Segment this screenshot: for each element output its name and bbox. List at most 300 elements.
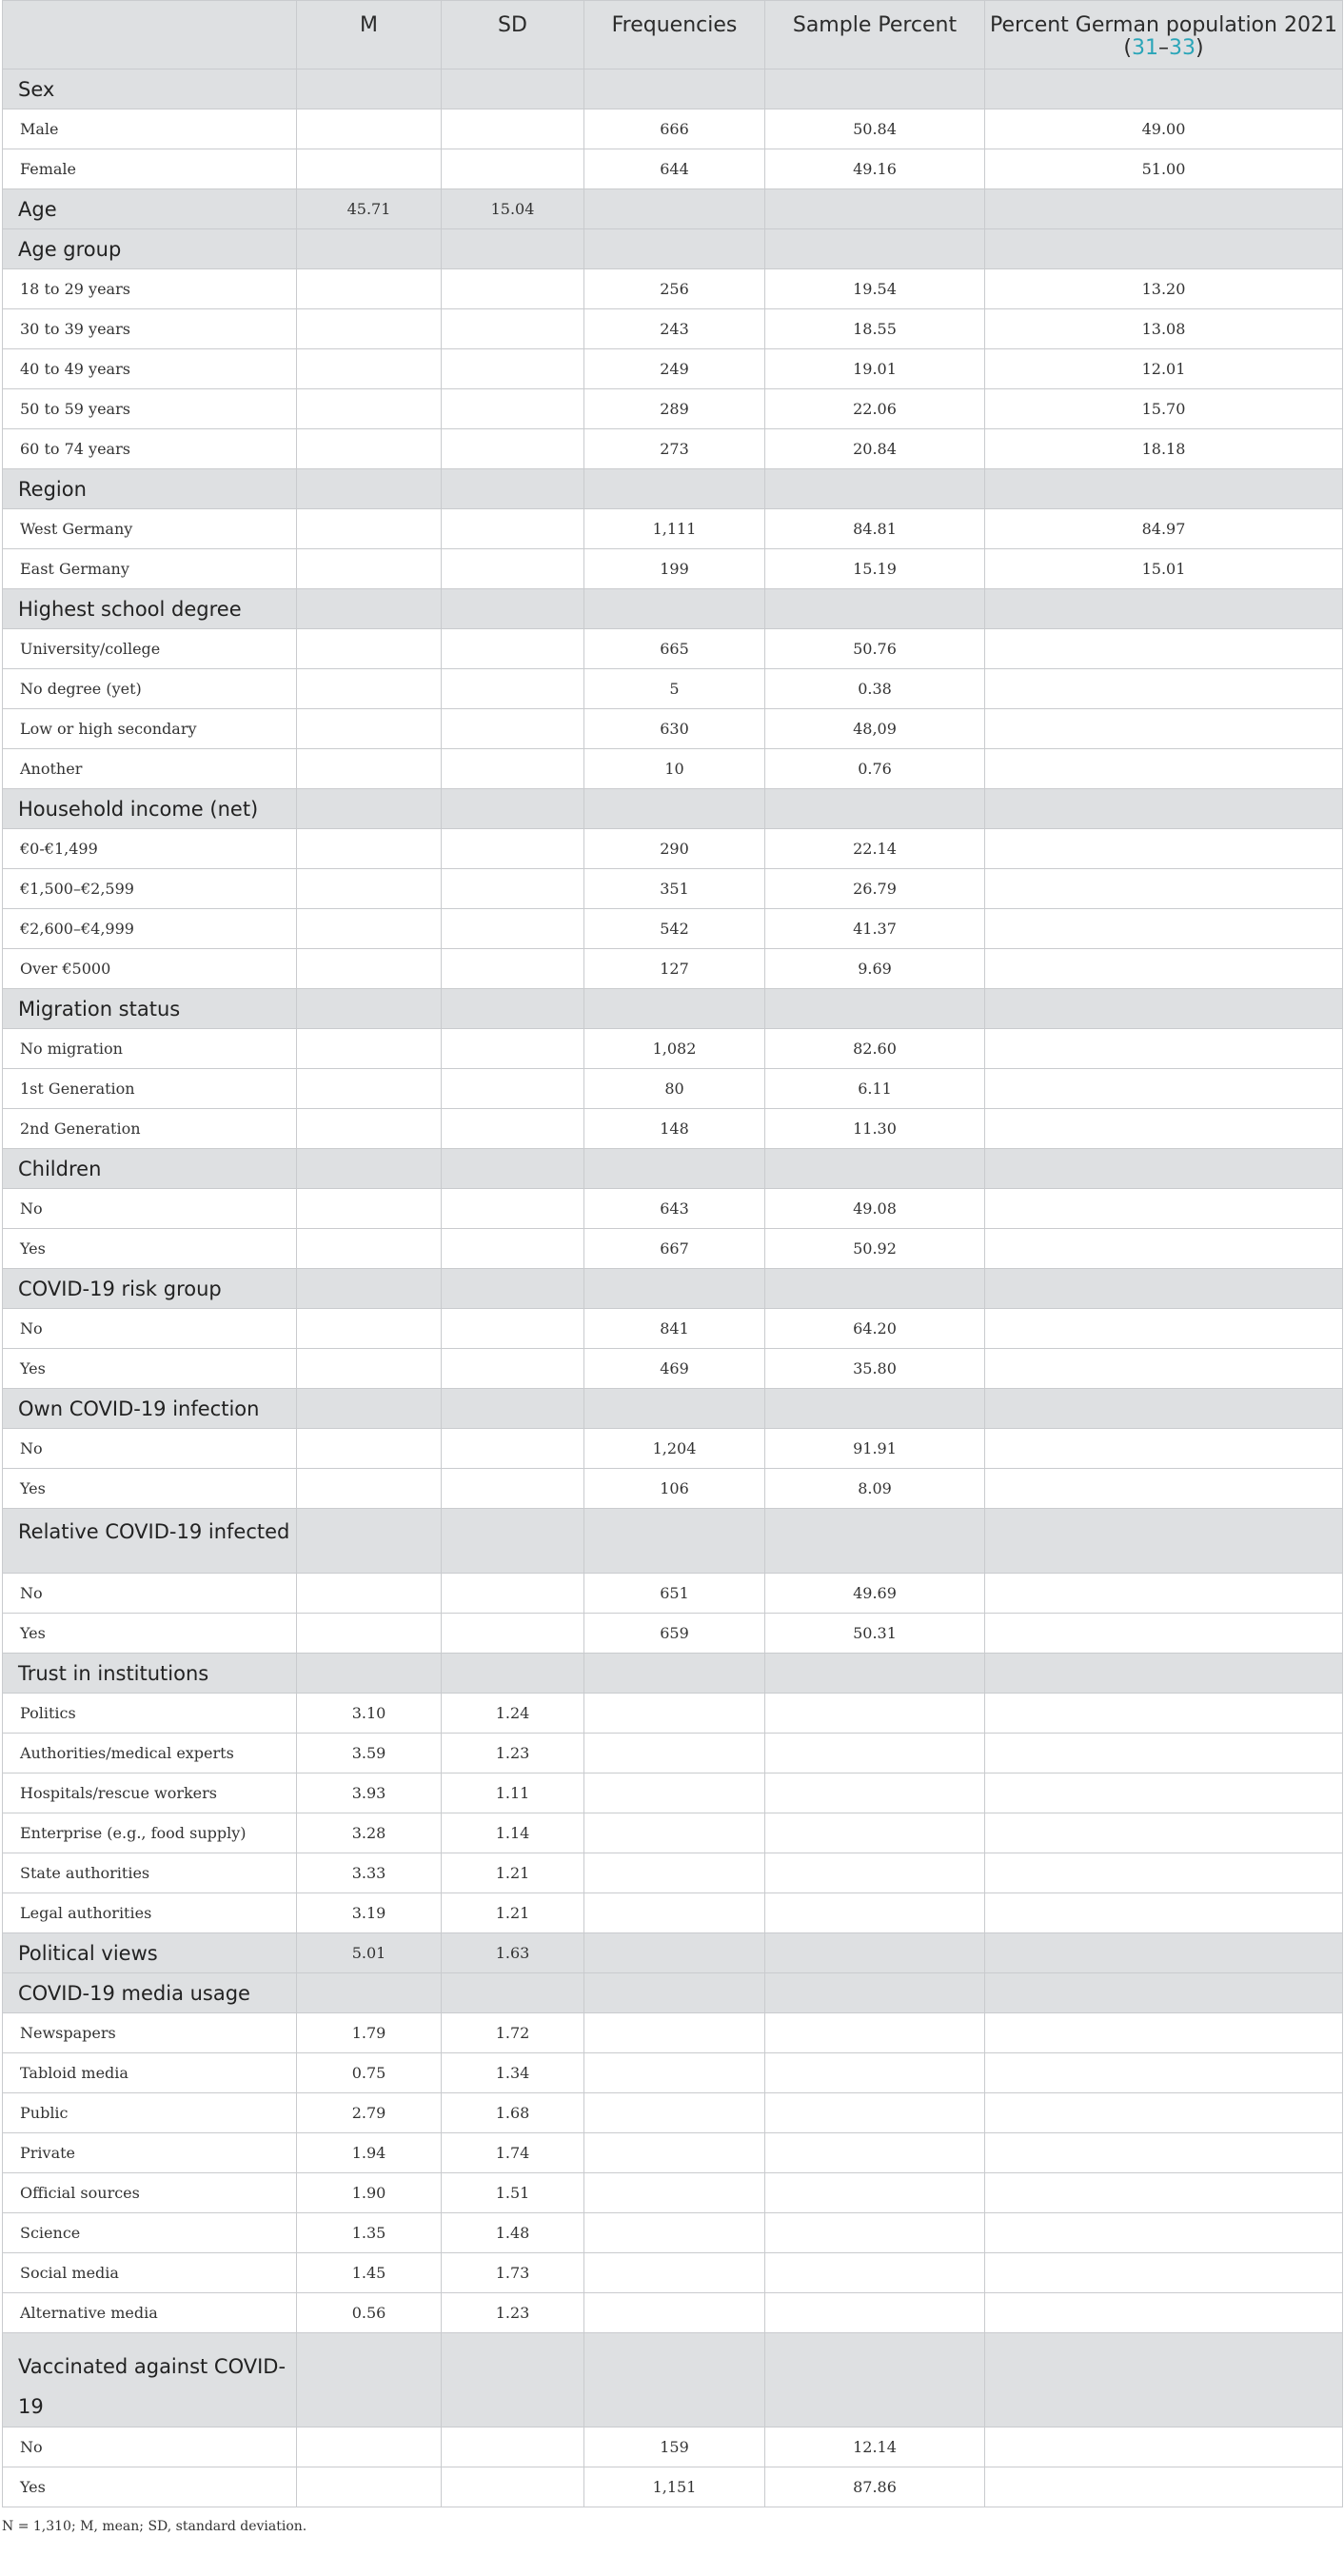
cell-sample-percent xyxy=(765,2333,985,2427)
cell-mean xyxy=(297,2467,442,2507)
cell-sample-percent: 50.76 xyxy=(765,629,985,669)
cell-mean: 3.33 xyxy=(297,1853,442,1893)
cell-german-percent xyxy=(985,949,1343,989)
cell-frequency xyxy=(584,2293,765,2333)
row-label: 2nd Generation xyxy=(3,1109,297,1149)
table-row xyxy=(3,1229,1343,1269)
table-row xyxy=(3,1309,1343,1349)
cell-german-percent: 84.97 xyxy=(985,509,1343,549)
cell-german-percent xyxy=(985,589,1343,629)
cell-sd xyxy=(442,2333,584,2427)
cell-frequency: 256 xyxy=(584,269,765,309)
cell-german-percent: 12.01 xyxy=(985,349,1343,389)
cell-german-percent xyxy=(985,789,1343,829)
cell-sd: 1.23 xyxy=(442,2293,584,2333)
table-row xyxy=(3,2253,1343,2293)
cell-frequency xyxy=(584,469,765,509)
cell-mean xyxy=(297,469,442,509)
row-label: Own COVID-19 infection xyxy=(3,1389,297,1429)
row-label: Yes xyxy=(3,2467,297,2507)
cell-mean xyxy=(297,69,442,109)
citation-link-end[interactable]: 33 xyxy=(1169,36,1196,60)
row-label: Science xyxy=(3,2213,297,2253)
cell-frequency xyxy=(584,189,765,229)
cell-mean xyxy=(297,2333,442,2427)
table-row xyxy=(3,2053,1343,2093)
cell-sd xyxy=(442,709,584,749)
header-row xyxy=(3,1,1343,69)
cell-german-percent xyxy=(985,1189,1343,1229)
row-label: East Germany xyxy=(3,549,297,589)
cell-frequency: 643 xyxy=(584,1189,765,1229)
cell-german-percent xyxy=(985,1654,1343,1694)
cell-sd xyxy=(442,109,584,149)
cell-sample-percent xyxy=(765,1933,985,1973)
cell-frequency xyxy=(584,1813,765,1853)
cell-mean: 2.79 xyxy=(297,2093,442,2133)
cell-frequency xyxy=(584,2333,765,2427)
cell-sample-percent: 49.69 xyxy=(765,1574,985,1614)
cell-sd xyxy=(442,829,584,869)
cell-mean xyxy=(297,749,442,789)
cell-sd xyxy=(442,229,584,269)
row-label: Newspapers xyxy=(3,2013,297,2053)
cell-mean xyxy=(297,1309,442,1349)
cell-german-percent xyxy=(985,189,1343,229)
table-row xyxy=(3,2467,1343,2507)
cell-sample-percent: 50.84 xyxy=(765,109,985,149)
cell-german-percent xyxy=(985,1309,1343,1349)
section-header-row xyxy=(3,469,1343,509)
cell-german-percent xyxy=(985,2213,1343,2253)
cell-mean xyxy=(297,269,442,309)
cell-sample-percent xyxy=(765,1893,985,1933)
cell-sd xyxy=(442,1509,584,1574)
cell-german-percent xyxy=(985,2133,1343,2173)
cell-mean: 1.35 xyxy=(297,2213,442,2253)
cell-sd xyxy=(442,2467,584,2507)
row-label: Tabloid media xyxy=(3,2053,297,2093)
cell-sd xyxy=(442,1229,584,1269)
row-label: Household income (net) xyxy=(3,789,297,829)
table-row xyxy=(3,669,1343,709)
cell-german-percent: 51.00 xyxy=(985,149,1343,189)
table-row xyxy=(3,1469,1343,1509)
cell-sd xyxy=(442,1109,584,1149)
cell-frequency xyxy=(584,1973,765,2013)
cell-sd: 1.34 xyxy=(442,2053,584,2093)
cell-sample-percent xyxy=(765,1149,985,1189)
row-label: Sex xyxy=(3,69,297,109)
cell-frequency xyxy=(584,1269,765,1309)
cell-sd xyxy=(442,989,584,1029)
cell-sample-percent xyxy=(765,2053,985,2093)
cell-sd xyxy=(442,589,584,629)
cell-sample-percent: 18.55 xyxy=(765,309,985,349)
cell-frequency xyxy=(584,1933,765,1973)
cell-sd: 1.68 xyxy=(442,2093,584,2133)
cell-mean xyxy=(297,229,442,269)
table-row xyxy=(3,509,1343,549)
row-label: Relative COVID-19 infected xyxy=(3,1509,297,1574)
cell-sample-percent: 19.54 xyxy=(765,269,985,309)
cell-frequency xyxy=(584,2053,765,2093)
row-label: Age xyxy=(3,189,297,229)
cell-mean xyxy=(297,1189,442,1229)
cell-mean xyxy=(297,1149,442,1189)
cell-sd xyxy=(442,469,584,509)
section-header-row xyxy=(3,1269,1343,1309)
cell-sample-percent xyxy=(765,1773,985,1813)
cell-sd xyxy=(442,269,584,309)
section-header-row xyxy=(3,1509,1343,1574)
cell-frequency xyxy=(584,989,765,1029)
row-label: 50 to 59 years xyxy=(3,389,297,429)
row-label: Enterprise (e.g., food supply) xyxy=(3,1813,297,1853)
cell-german-percent xyxy=(985,2093,1343,2133)
cell-sample-percent xyxy=(765,2253,985,2293)
row-label: Male xyxy=(3,109,297,149)
table-row xyxy=(3,829,1343,869)
cell-frequency: 1,111 xyxy=(584,509,765,549)
cell-frequency xyxy=(584,589,765,629)
cell-frequency: 841 xyxy=(584,1309,765,1349)
cell-sample-percent: 26.79 xyxy=(765,869,985,909)
cell-sd xyxy=(442,1654,584,1694)
cell-frequency: 667 xyxy=(584,1229,765,1269)
cell-sd xyxy=(442,389,584,429)
cell-frequency: 106 xyxy=(584,1469,765,1509)
cell-sample-percent: 49.16 xyxy=(765,149,985,189)
table-row xyxy=(3,629,1343,669)
cell-german-percent xyxy=(985,709,1343,749)
table-row xyxy=(3,1614,1343,1654)
cell-mean xyxy=(297,1069,442,1109)
table-row xyxy=(3,2133,1343,2173)
row-label: Region xyxy=(3,469,297,509)
cell-mean xyxy=(297,1654,442,1694)
cell-mean xyxy=(297,109,442,149)
table-row xyxy=(3,749,1343,789)
row-label: €2,600–€4,999 xyxy=(3,909,297,949)
cell-mean xyxy=(297,349,442,389)
table-row xyxy=(3,2293,1343,2333)
header-german-text: Percent German population 2021 ( xyxy=(990,13,1337,60)
cell-mean xyxy=(297,1349,442,1389)
table-body xyxy=(3,69,1343,2507)
cell-mean: 1.79 xyxy=(297,2013,442,2053)
section-header-row xyxy=(3,189,1343,229)
cell-german-percent xyxy=(985,1574,1343,1614)
cell-frequency xyxy=(584,1509,765,1574)
table-row xyxy=(3,1734,1343,1773)
cell-sd: 1.11 xyxy=(442,1773,584,1813)
cell-german-percent xyxy=(985,1149,1343,1189)
section-header-row xyxy=(3,1389,1343,1429)
cell-frequency xyxy=(584,2013,765,2053)
row-label: No xyxy=(3,1309,297,1349)
cell-german-percent xyxy=(985,469,1343,509)
cell-german-percent xyxy=(985,1813,1343,1853)
cell-german-percent xyxy=(985,1269,1343,1309)
cell-german-percent xyxy=(985,1349,1343,1389)
row-label: Another xyxy=(3,749,297,789)
cell-mean xyxy=(297,309,442,349)
cell-sd: 1.74 xyxy=(442,2133,584,2173)
cell-frequency xyxy=(584,1773,765,1813)
section-header-row xyxy=(3,1654,1343,1694)
cell-german-percent xyxy=(985,749,1343,789)
cell-sd xyxy=(442,1189,584,1229)
cell-sample-percent xyxy=(765,1813,985,1853)
header-label xyxy=(3,1,297,69)
cell-german-percent xyxy=(985,1614,1343,1654)
table-row xyxy=(3,1813,1343,1853)
cell-sample-percent xyxy=(765,2013,985,2053)
table-row xyxy=(3,1893,1343,1933)
table-row xyxy=(3,1349,1343,1389)
cell-mean: 3.19 xyxy=(297,1893,442,1933)
cell-frequency: 1,151 xyxy=(584,2467,765,2507)
row-label: Trust in institutions xyxy=(3,1654,297,1694)
cell-sample-percent xyxy=(765,589,985,629)
row-label: Legal authorities xyxy=(3,1893,297,1933)
cell-german-percent xyxy=(985,1109,1343,1149)
row-label: No migration xyxy=(3,1029,297,1069)
table-row xyxy=(3,2173,1343,2213)
row-label: Female xyxy=(3,149,297,189)
cell-sd xyxy=(442,349,584,389)
cell-frequency: 127 xyxy=(584,949,765,989)
cell-mean xyxy=(297,1029,442,1069)
cell-sample-percent xyxy=(765,1389,985,1429)
cell-german-percent: 13.08 xyxy=(985,309,1343,349)
cell-sample-percent: 87.86 xyxy=(765,2467,985,2507)
cell-frequency xyxy=(584,1654,765,1694)
cell-mean xyxy=(297,989,442,1029)
cell-sd xyxy=(442,1029,584,1069)
row-label: No xyxy=(3,1574,297,1614)
cell-frequency: 651 xyxy=(584,1574,765,1614)
demographics-table xyxy=(2,0,1343,2507)
table-row xyxy=(3,2213,1343,2253)
cell-sd xyxy=(442,69,584,109)
row-label: No xyxy=(3,2427,297,2467)
cell-frequency: 659 xyxy=(584,1614,765,1654)
cell-german-percent xyxy=(985,1694,1343,1734)
cell-sd xyxy=(442,1349,584,1389)
cell-sd xyxy=(442,909,584,949)
cell-mean xyxy=(297,1229,442,1269)
cell-german-percent xyxy=(985,1429,1343,1469)
section-header-row xyxy=(3,589,1343,629)
cell-sample-percent: 11.30 xyxy=(765,1109,985,1149)
section-header-row xyxy=(3,1933,1343,1973)
cell-sd xyxy=(442,789,584,829)
cell-sample-percent xyxy=(765,1694,985,1734)
cell-sd: 1.63 xyxy=(442,1933,584,1973)
cell-german-percent xyxy=(985,229,1343,269)
cell-frequency: 148 xyxy=(584,1109,765,1149)
cell-frequency: 644 xyxy=(584,149,765,189)
cell-frequency xyxy=(584,789,765,829)
cell-mean: 3.59 xyxy=(297,1734,442,1773)
citation-link-start[interactable]: 31 xyxy=(1132,36,1158,60)
section-header-row xyxy=(3,229,1343,269)
cell-sd xyxy=(442,949,584,989)
cell-sample-percent: 9.69 xyxy=(765,949,985,989)
row-label: Politics xyxy=(3,1694,297,1734)
row-label: Yes xyxy=(3,1349,297,1389)
cell-mean xyxy=(297,589,442,629)
cell-sample-percent: 15.19 xyxy=(765,549,985,589)
row-label: Children xyxy=(3,1149,297,1189)
cell-sd xyxy=(442,549,584,589)
cell-mean: 1.94 xyxy=(297,2133,442,2173)
cell-mean: 3.28 xyxy=(297,1813,442,1853)
cell-german-percent xyxy=(985,909,1343,949)
cell-sd: 15.04 xyxy=(442,189,584,229)
cell-sample-percent: 6.11 xyxy=(765,1069,985,1109)
table-row xyxy=(3,2093,1343,2133)
cell-sample-percent xyxy=(765,1853,985,1893)
cell-frequency: 199 xyxy=(584,549,765,589)
table-row xyxy=(3,949,1343,989)
cell-sample-percent: 20.84 xyxy=(765,429,985,469)
cell-sd xyxy=(442,669,584,709)
row-label: No xyxy=(3,1429,297,1469)
cell-sample-percent: 0.76 xyxy=(765,749,985,789)
cell-sample-percent: 41.37 xyxy=(765,909,985,949)
cell-sample-percent: 49.08 xyxy=(765,1189,985,1229)
row-label: Migration status xyxy=(3,989,297,1029)
cell-sd: 1.23 xyxy=(442,1734,584,1773)
table-row xyxy=(3,1109,1343,1149)
cell-frequency xyxy=(584,2253,765,2293)
cell-frequency xyxy=(584,69,765,109)
cell-mean xyxy=(297,549,442,589)
cell-german-percent xyxy=(985,989,1343,1029)
table-row xyxy=(3,269,1343,309)
cell-frequency: 80 xyxy=(584,1069,765,1109)
cell-mean xyxy=(297,1469,442,1509)
cell-mean xyxy=(297,1614,442,1654)
cell-sd xyxy=(442,1574,584,1614)
section-header-row xyxy=(3,1149,1343,1189)
table-row xyxy=(3,2013,1343,2053)
cell-german-percent xyxy=(985,869,1343,909)
cell-mean: 0.56 xyxy=(297,2293,442,2333)
cell-frequency: 542 xyxy=(584,909,765,949)
section-header-row xyxy=(3,2333,1343,2427)
cell-mean xyxy=(297,869,442,909)
cell-mean xyxy=(297,509,442,549)
row-label: Low or high secondary xyxy=(3,709,297,749)
row-label: No degree (yet) xyxy=(3,669,297,709)
cell-frequency xyxy=(584,1893,765,1933)
cell-sd xyxy=(442,1469,584,1509)
cell-sample-percent xyxy=(765,469,985,509)
cell-sample-percent: 0.38 xyxy=(765,669,985,709)
cell-mean: 1.45 xyxy=(297,2253,442,2293)
cell-frequency: 469 xyxy=(584,1349,765,1389)
cell-sd: 1.48 xyxy=(442,2213,584,2253)
row-label: Yes xyxy=(3,1229,297,1269)
cell-sample-percent xyxy=(765,1654,985,1694)
header-sd: SD xyxy=(442,1,584,69)
cell-german-percent xyxy=(985,1853,1343,1893)
cell-sample-percent xyxy=(765,1734,985,1773)
table-row xyxy=(3,1069,1343,1109)
cell-sd xyxy=(442,1614,584,1654)
cell-sd xyxy=(442,2427,584,2467)
table-row xyxy=(3,2427,1343,2467)
section-header-row xyxy=(3,989,1343,1029)
cell-frequency: 351 xyxy=(584,869,765,909)
header-frequencies: Frequencies xyxy=(584,1,765,69)
cell-mean xyxy=(297,1389,442,1429)
cell-mean xyxy=(297,789,442,829)
cell-german-percent: 49.00 xyxy=(985,109,1343,149)
cell-frequency: 273 xyxy=(584,429,765,469)
cell-frequency xyxy=(584,1694,765,1734)
cell-frequency: 290 xyxy=(584,829,765,869)
cell-sd xyxy=(442,309,584,349)
cell-sd xyxy=(442,429,584,469)
cell-german-percent: 13.20 xyxy=(985,269,1343,309)
cell-german-percent xyxy=(985,2053,1343,2093)
cell-sample-percent xyxy=(765,2213,985,2253)
cell-mean xyxy=(297,1429,442,1469)
cell-german-percent xyxy=(985,829,1343,869)
cell-sample-percent: 64.20 xyxy=(765,1309,985,1349)
cell-frequency xyxy=(584,1734,765,1773)
header-sample-percent: Sample Percent xyxy=(765,1,985,69)
cell-mean: 0.75 xyxy=(297,2053,442,2093)
table-row xyxy=(3,109,1343,149)
cell-sd: 1.73 xyxy=(442,2253,584,2293)
cell-sd xyxy=(442,1429,584,1469)
cell-sd: 1.72 xyxy=(442,2013,584,2053)
cell-sd xyxy=(442,509,584,549)
cell-sample-percent xyxy=(765,789,985,829)
cell-sample-percent xyxy=(765,189,985,229)
cell-frequency: 249 xyxy=(584,349,765,389)
row-label: 18 to 29 years xyxy=(3,269,297,309)
table-row xyxy=(3,429,1343,469)
cell-frequency xyxy=(584,2093,765,2133)
cell-frequency: 665 xyxy=(584,629,765,669)
cell-mean xyxy=(297,629,442,669)
cell-sd xyxy=(442,749,584,789)
table-row xyxy=(3,869,1343,909)
row-label: No xyxy=(3,1189,297,1229)
row-label: Highest school degree xyxy=(3,589,297,629)
row-label: €0-€1,499 xyxy=(3,829,297,869)
table-row xyxy=(3,1773,1343,1813)
cell-sample-percent: 35.80 xyxy=(765,1349,985,1389)
cell-sample-percent: 50.31 xyxy=(765,1614,985,1654)
cell-frequency xyxy=(584,2133,765,2173)
cell-mean xyxy=(297,1574,442,1614)
table-row xyxy=(3,1189,1343,1229)
cell-frequency: 159 xyxy=(584,2427,765,2467)
row-label: 40 to 49 years xyxy=(3,349,297,389)
row-label: University/college xyxy=(3,629,297,669)
table-row xyxy=(3,709,1343,749)
cell-mean xyxy=(297,709,442,749)
cell-frequency: 5 xyxy=(584,669,765,709)
